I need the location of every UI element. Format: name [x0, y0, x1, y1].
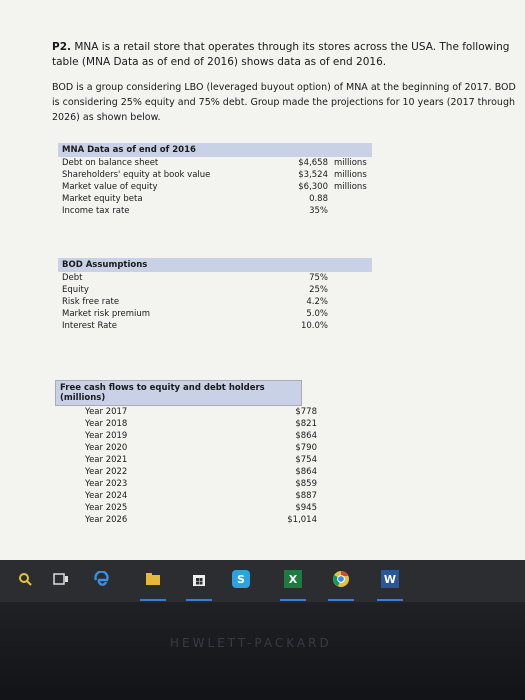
table-row	[58, 296, 378, 308]
row-unit: millions	[334, 170, 367, 180]
table-row	[58, 272, 378, 284]
row-unit: millions	[334, 158, 367, 168]
problem-intro-text: MNA is a retail store that operates through its stores across the USA. The following table (MNA Data as of end of 2016) shows data as of end 2016.	[52, 41, 510, 68]
row-value: 25%	[309, 285, 328, 295]
table-row	[55, 490, 375, 502]
row-label: Market equity beta	[62, 194, 143, 204]
table-row	[58, 205, 378, 217]
problem-label: P2.	[52, 41, 71, 53]
active-app-indicator	[328, 599, 354, 601]
row-label: Year 2018	[85, 419, 128, 429]
table-row	[55, 478, 375, 490]
table-row	[55, 454, 375, 466]
excel-icon[interactable]: X	[284, 570, 302, 588]
row-label: Equity	[62, 285, 89, 295]
row-unit: millions	[334, 182, 367, 192]
row-label: Debt	[62, 273, 83, 283]
row-label: Year 2026	[85, 515, 128, 525]
table-row	[55, 430, 375, 442]
skype-icon[interactable]: S	[232, 570, 250, 588]
active-app-indicator	[280, 599, 306, 601]
monitor-bezel	[0, 602, 525, 700]
free-cash-flow-table	[55, 380, 375, 526]
row-label: Income tax rate	[62, 206, 130, 216]
row-value: $3,524	[298, 170, 328, 180]
table-row	[58, 169, 378, 181]
row-value: $4,658	[298, 158, 328, 168]
mna-table-title: MNA Data as of end of 2016	[58, 143, 372, 157]
table-row	[55, 502, 375, 514]
row-label: Interest Rate	[62, 321, 117, 331]
edge-icon[interactable]	[92, 570, 110, 588]
row-value: $754	[295, 455, 317, 465]
row-label: Market risk premium	[62, 309, 151, 319]
row-label: Year 2024	[85, 491, 128, 501]
table-row	[55, 466, 375, 478]
row-value: $859	[295, 479, 317, 489]
file-explorer-icon[interactable]	[144, 570, 162, 588]
row-value: 5.0%	[306, 309, 328, 319]
taskbar	[0, 560, 525, 602]
search-icon[interactable]	[16, 570, 34, 588]
bod-description: BOD is a group considering LBO (leveraged buyout option) of MNA at the beginning of 2017. BOD is considering 25% equity and 75% debt. Group made the projections for 10 years (2017 through 2026) as shown below.	[52, 82, 516, 123]
chrome-icon[interactable]	[332, 570, 350, 588]
table-row	[55, 442, 375, 454]
row-label: Year 2020	[85, 443, 128, 453]
row-value: $945	[295, 503, 317, 513]
bod-table-title: BOD Assumptions	[58, 258, 372, 272]
row-value: $778	[295, 407, 317, 417]
table-row	[58, 284, 378, 296]
row-label: Year 2023	[85, 479, 128, 489]
row-label: Year 2019	[85, 431, 128, 441]
row-label: Debt on balance sheet	[62, 158, 159, 168]
problem-intro	[52, 40, 522, 70]
table-row	[58, 193, 378, 205]
row-label: Shareholders' equity at book value	[62, 170, 211, 180]
table-row	[58, 320, 378, 332]
mna-data-table	[58, 143, 378, 217]
table-row	[58, 308, 378, 320]
row-value: 35%	[309, 206, 328, 216]
row-value: 0.88	[309, 194, 328, 204]
row-value: $821	[295, 419, 317, 429]
row-value: $864	[295, 431, 317, 441]
row-label: Year 2017	[85, 407, 128, 417]
row-value: $864	[295, 467, 317, 477]
word-icon[interactable]: W	[381, 570, 399, 588]
table-row	[55, 406, 375, 418]
row-value: $790	[295, 443, 317, 453]
row-value: 75%	[309, 273, 328, 283]
task-view-icon[interactable]	[52, 570, 70, 588]
table-row	[55, 514, 375, 526]
row-label: Year 2025	[85, 503, 128, 513]
row-label: Risk free rate	[62, 297, 120, 307]
table-row	[55, 418, 375, 430]
row-value: $6,300	[298, 182, 328, 192]
row-label: Year 2022	[85, 467, 128, 477]
row-value: $887	[295, 491, 317, 501]
row-value: $1,014	[287, 515, 317, 525]
table-row	[58, 157, 378, 169]
row-label: Market value of equity	[62, 182, 158, 192]
fcf-table-title: Free cash flows to equity and debt holders (millions)	[55, 380, 302, 406]
bod-assumptions-table	[58, 258, 378, 332]
store-icon[interactable]	[190, 570, 208, 588]
row-label: Year 2021	[85, 455, 128, 465]
active-app-indicator	[377, 599, 403, 601]
bezel-brand-label: HEWLETT-PACKARD	[170, 636, 332, 650]
row-value: 10.0%	[300, 321, 328, 331]
row-value: 4.2%	[306, 297, 328, 307]
active-app-indicator	[186, 599, 212, 601]
table-row	[58, 181, 378, 193]
active-app-indicator	[140, 599, 166, 601]
